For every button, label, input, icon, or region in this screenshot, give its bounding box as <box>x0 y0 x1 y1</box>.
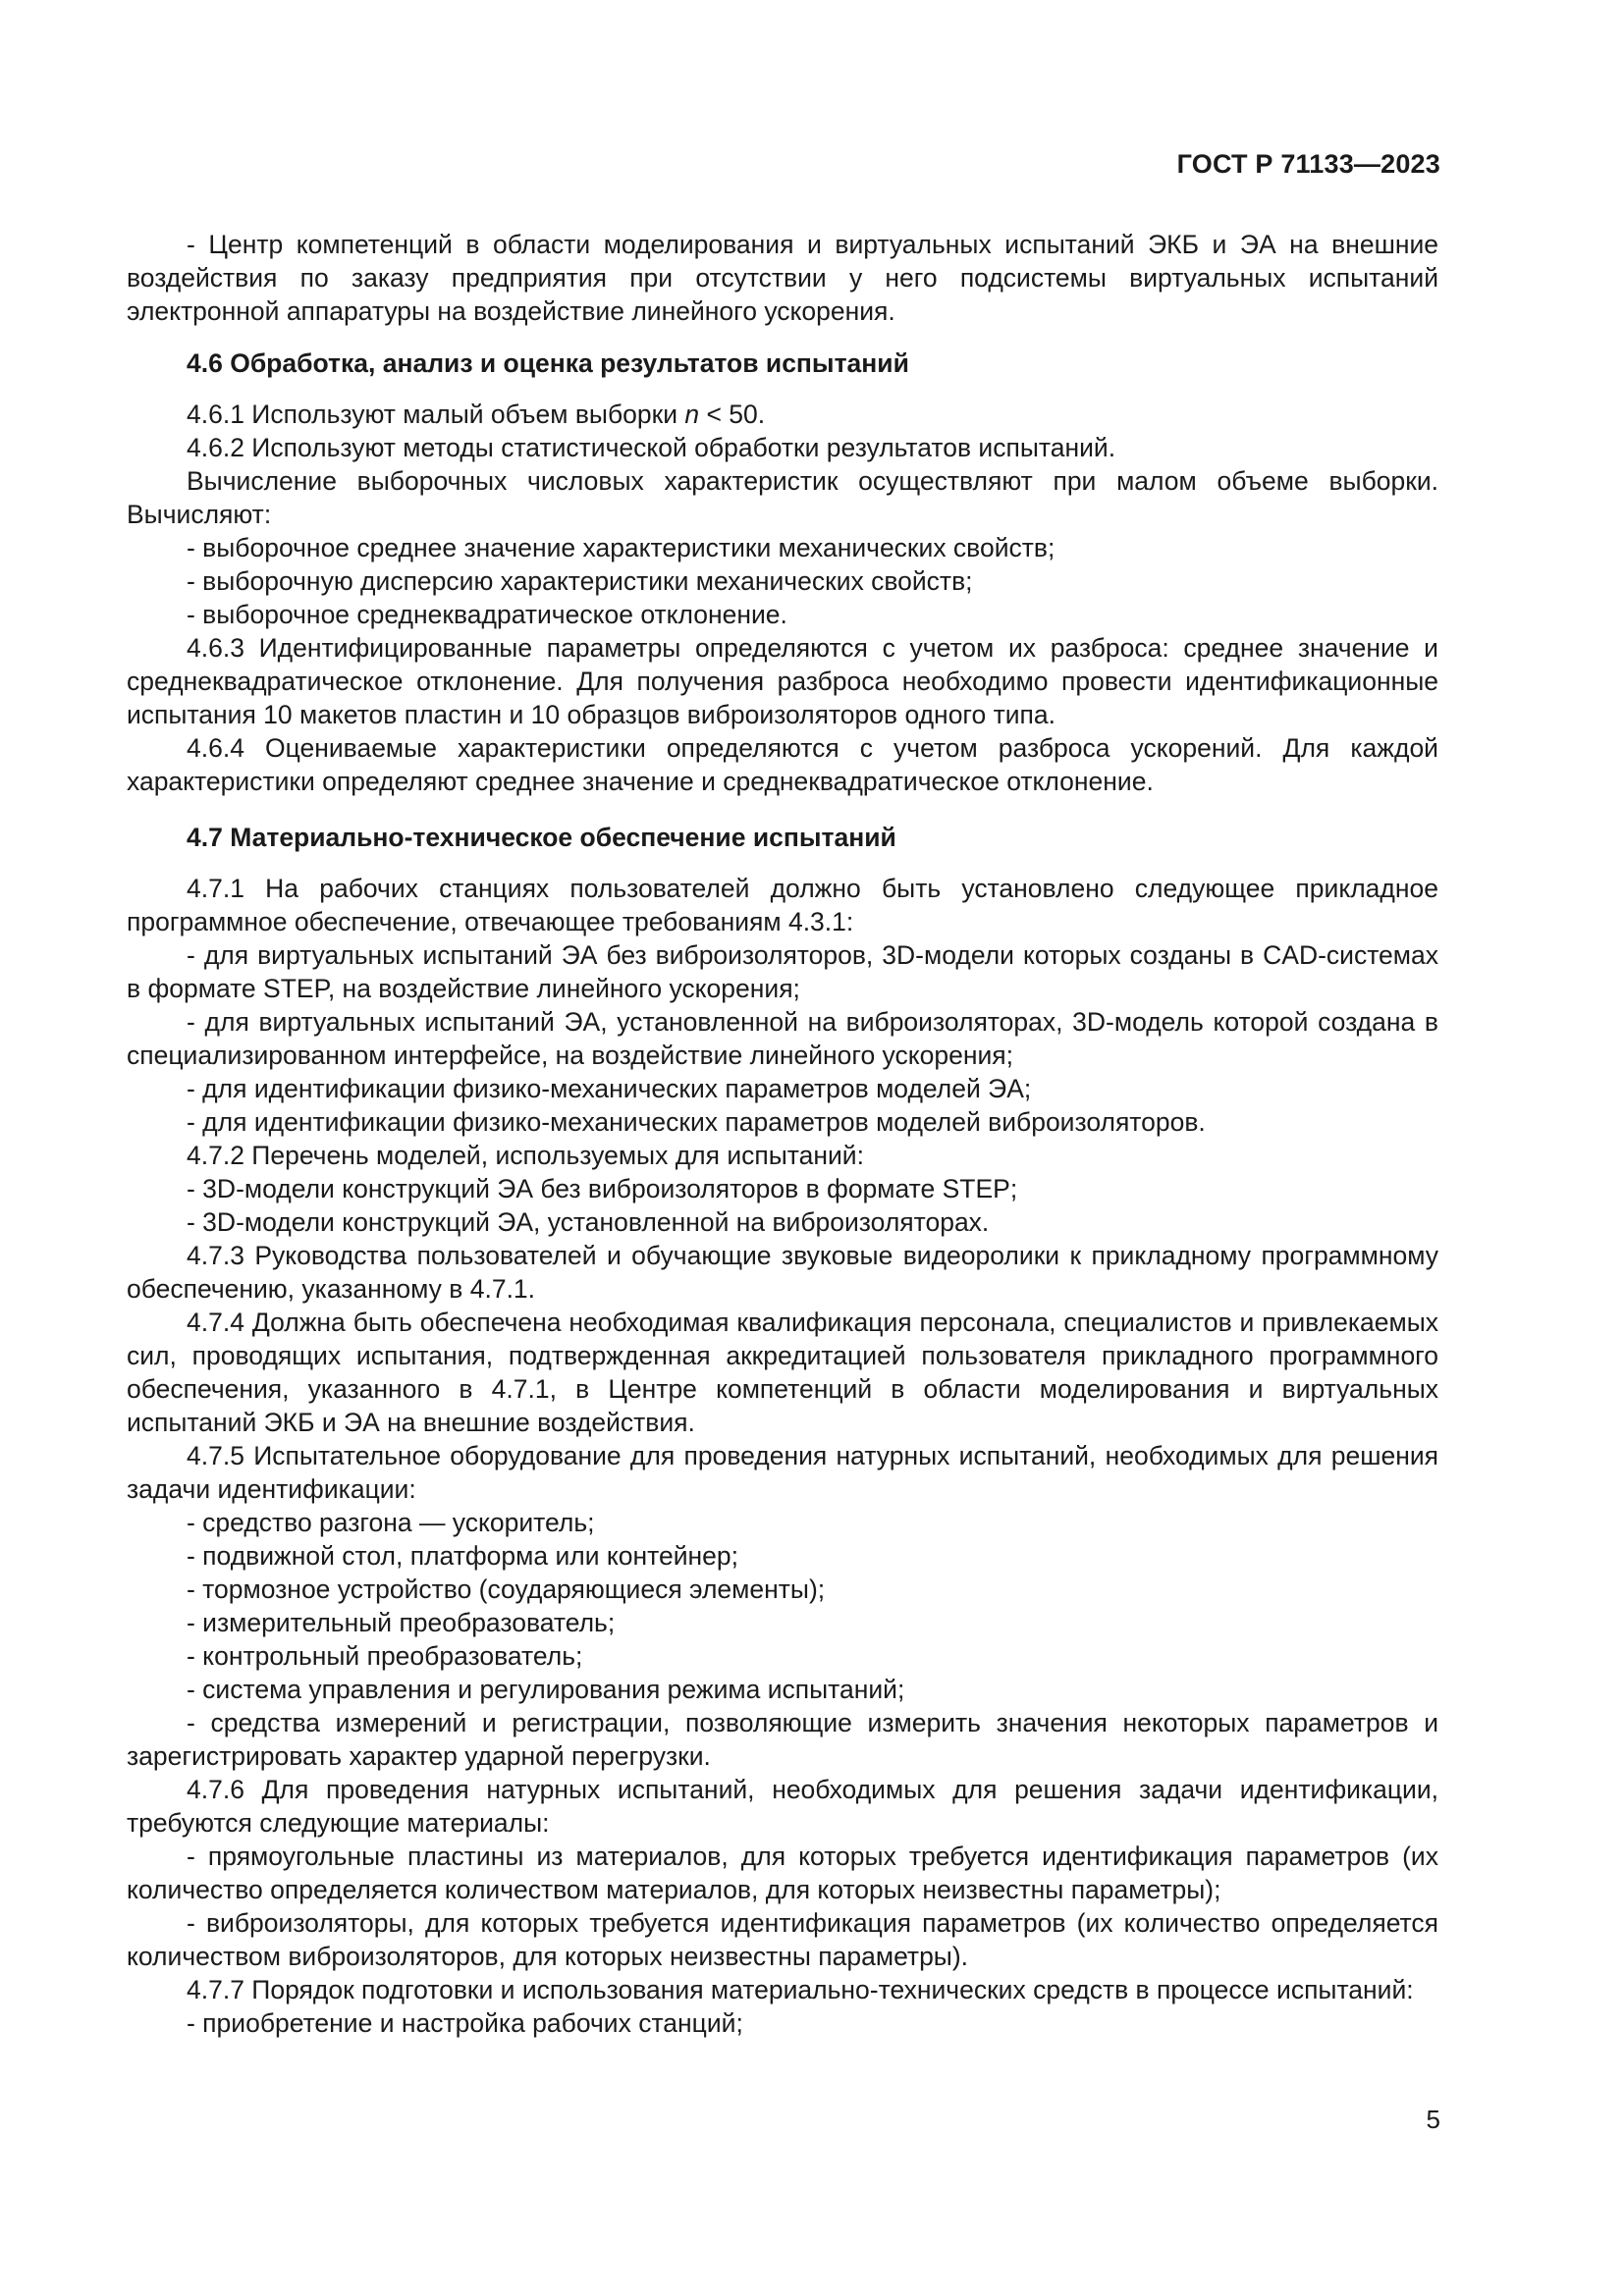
list-item: - виброизоляторы, для которых требуется идентификация параметров (их количество определяется количеством виброизоляторов, для которых неизвестны параметры). <box>127 1908 1438 1971</box>
paragraph: 4.6.3 Идентифицированные параметры определяются с учетом их разброса: среднее значение и среднеквадратическое отклонение. Для получения разброса необходимо провести идентификационные испытания 10 макетов пластин и 10 образцов виброизоляторов одного типа. <box>127 633 1438 729</box>
list-item: - для идентификации физико-механических параметров моделей виброизоляторов. <box>187 1107 1206 1137</box>
paragraph-text: 4.6.1 Используют малый объем выборки <box>187 400 685 429</box>
list-item: - контрольный преобразователь; <box>187 1641 583 1671</box>
section-heading-4-7: 4.7 Материально-техническое обеспечение испытаний <box>187 823 896 852</box>
paragraph: 4.7.5 Испытательное оборудование для проведения натурных испытаний, необходимых для решения задачи идентификации: <box>127 1441 1438 1504</box>
paragraph: 4.7.3 Руководства пользователей и обучающие звуковые видеоролики к прикладному программному обеспечению, указанному в 4.7.1. <box>127 1241 1438 1304</box>
paragraph: 4.6.4 Оцениваемые характеристики определяются с учетом разброса ускорений. Для каждой характеристики определяют среднее значение и среднеквадратическое отклонение. <box>127 733 1438 796</box>
list-item: - тормозное устройство (соударяющиеся элементы); <box>187 1575 826 1604</box>
paragraph: 4.7.7 Порядок подготовки и использования материально-технических средств в процессе испытаний: <box>187 1975 1414 2004</box>
list-item: - для виртуальных испытаний ЭА, установленной на виброизоляторах, 3D-модель которой создана в специализированном интерфейсе, на воздействие линейного ускорения; <box>127 1007 1438 1070</box>
paragraph-text: < 50. <box>699 400 766 429</box>
paragraph: 4.7.4 Должна быть обеспечена необходимая квалификация персонала, специалистов и привлекаемых сил, проводящих испытания, подтвержденная аккредитацией пользователя прикладного программного обеспечения, указанного в 4.7.1, в Центре компетенций в области моделирования и виртуальных испытаний ЭКБ и ЭА на внешние воздействия. <box>127 1308 1438 1437</box>
paragraph: 4.6.2 Используют методы статистической обработки результатов испытаний. <box>187 433 1116 462</box>
paragraph: 4.7.1 На рабочих станциях пользователей должно быть установлено следующее прикладное программное обеспечение, отвечающее требованиям 4.3.1: <box>127 874 1438 936</box>
list-item: - измерительный преобразователь; <box>187 1608 616 1637</box>
list-item: - выборочное среднее значение характеристики механических свойств; <box>187 533 1056 562</box>
list-item: - средство разгона — ускоритель; <box>187 1508 595 1537</box>
list-item: - подвижной стол, платформа или контейнер; <box>187 1541 738 1571</box>
list-item: - 3D-модели конструкций ЭА, установленной на виброизоляторах. <box>187 1207 990 1237</box>
section-heading-4-6: 4.6 Обработка, анализ и оценка результатов испытаний <box>187 348 909 378</box>
list-item: - для виртуальных испытаний ЭА без виброизоляторов, 3D-модели которых созданы в CAD-системах в формате STEP, на воздействие линейного ускорения; <box>127 940 1438 1003</box>
list-item: - средства измерений и регистрации, позволяющие измерить значения некоторых параметров и зарегистрировать характер ударной перегрузки. <box>127 1708 1438 1771</box>
paragraph: - Центр компетенций в области моделирования и виртуальных испытаний ЭКБ и ЭА на внешние воздействия по заказу предприятия при отсутствии у него подсистемы виртуальных испытаний электронной аппаратуры на воздействие линейного ускорения. <box>127 230 1438 326</box>
paragraph-4-6-1 <box>127 398 1438 431</box>
page-number: 5 <box>1426 2105 1440 2134</box>
list-item: - выборочную дисперсию характеристики механических свойств; <box>187 566 973 596</box>
paragraph: Вычисление выборочных числовых характеристик осуществляют при малом объеме выборки. Вычисляют: <box>127 466 1438 529</box>
list-item: - выборочное среднеквадратическое отклонение. <box>187 600 787 629</box>
list-item: - 3D-модели конструкций ЭА без виброизоляторов в формате STEP; <box>187 1174 1018 1203</box>
variable-n: n <box>684 400 700 429</box>
paragraph: 4.7.2 Перечень моделей, используемых для испытаний: <box>187 1141 864 1170</box>
paragraph: 4.7.6 Для проведения натурных испытаний, необходимых для решения задачи идентификации, требуются следующие материалы: <box>127 1775 1438 1838</box>
list-item: - система управления и регулирования режима испытаний; <box>187 1675 905 1704</box>
list-item: - приобретение и настройка рабочих станций; <box>187 2008 743 2038</box>
list-item: - прямоугольные пластины из материалов, для которых требуется идентификация параметров (их количество определяется количеством материалов, для которых неизвестны параметры); <box>127 1842 1438 1904</box>
document-body <box>127 228 1438 2040</box>
document-designation: ГОСТ Р 71133—2023 <box>1176 149 1440 179</box>
list-item: - для идентификации физико-механических параметров моделей ЭА; <box>187 1074 1032 1103</box>
